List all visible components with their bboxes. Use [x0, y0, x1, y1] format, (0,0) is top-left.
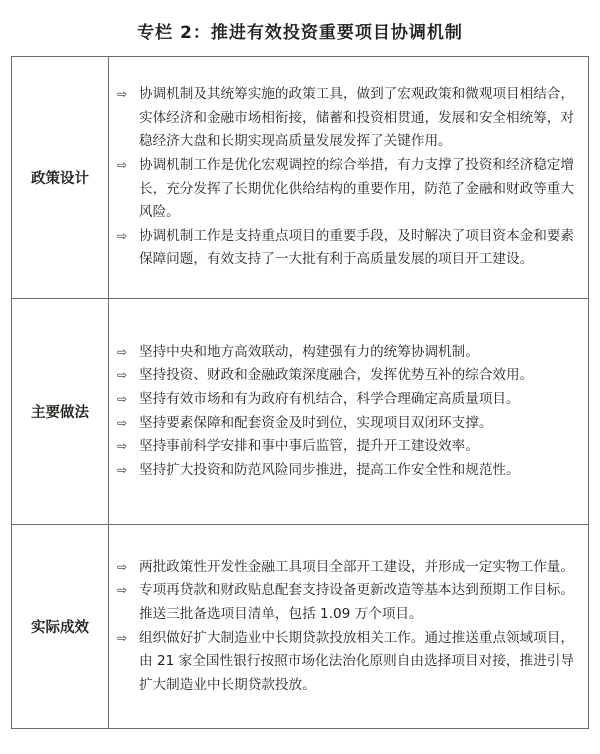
- arrow-bullet-icon: ⇨: [117, 439, 128, 454]
- arrow-bullet-icon: ⇨: [117, 462, 128, 477]
- list-item: [117, 627, 574, 698]
- list-item-text: 坚持中央和地方高效联动，构建强有力的统筹协调机制。: [139, 343, 479, 360]
- row-label: 实际成效: [12, 525, 109, 729]
- list-item-text: 两批政策性开发性金融工具项目全部开工建设，并形成一定实物工作量。: [139, 558, 574, 575]
- arrow-bullet-icon: ⇨: [117, 415, 128, 430]
- list-item-text: 坚持要素保障和配套资金及时到位，实现项目双闭环支撑。: [139, 414, 493, 431]
- arrow-bullet-icon: ⇨: [117, 228, 128, 243]
- list-item-text: 协调机制及其统筹实施的政策工具，做到了宏观政策和微观项目相结合，实体经济和金融市场相衔接，储蓄和投资相贯通，发展和安全相统筹，对稳经济大盘和长期实现高质量发展发挥了关键作用。: [139, 86, 574, 150]
- list-item-text: 坚持有效市场和有为政府有机结合，科学合理确定高质量项目。: [139, 390, 520, 407]
- list-item: [117, 388, 574, 412]
- arrow-bullet-icon: ⇨: [117, 157, 128, 172]
- arrow-bullet-icon: ⇨: [117, 87, 128, 102]
- list-item: [117, 412, 574, 436]
- list-item: [117, 364, 574, 388]
- row-items: [109, 525, 589, 729]
- list-item-text: 组织做好扩大制造业中长期贷款投放相关工作。通过推送重点领域项目，由 21 家全国性银行按照市场化法治化原则自由选择项目对接，推进引导扩大制造业中长期贷款投放。: [139, 629, 574, 693]
- table-row: [12, 525, 589, 729]
- row-items: [109, 299, 589, 525]
- list-item-text: 坚持投资、财政和金融政策深度融合，发挥优势互补的综合效用。: [139, 367, 534, 384]
- list-item-text: 协调机制工作是支持重点项目的重要手段，及时解决了项目资本金和要素保障问题，有效支持了一大批有利于高质量发展的项目开工建设。: [139, 227, 574, 268]
- row-items: [109, 57, 589, 299]
- row-label: 政策设计: [12, 57, 109, 299]
- arrow-bullet-icon: ⇨: [117, 391, 128, 406]
- list-item-text: 坚持事前科学安排和事中事后监管，提升开工建设效率。: [139, 438, 479, 455]
- list-item-text: 协调机制工作是优化宏观调控的综合举措，有力支撑了投资和经济稳定增长，充分发挥了长期优化供给结构的重要作用，防范了金融和财政等重大风险。: [139, 156, 574, 221]
- table-row: [12, 299, 589, 525]
- list-item-text: 坚持扩大投资和防范风险同步推进，提高工作安全性和规范性。: [139, 461, 520, 478]
- list-item: [117, 225, 574, 272]
- table-row: [12, 57, 589, 299]
- list-item: [117, 435, 574, 459]
- arrow-bullet-icon: ⇨: [117, 630, 128, 645]
- policy-table: [11, 56, 589, 729]
- list-item: [117, 341, 574, 365]
- page-title: 专栏 2：推进有效投资重要项目协调机制: [137, 23, 463, 43]
- list-item: [117, 579, 574, 626]
- arrow-bullet-icon: ⇨: [117, 368, 128, 383]
- arrow-bullet-icon: ⇨: [117, 559, 128, 574]
- arrow-bullet-icon: ⇨: [117, 344, 128, 359]
- arrow-bullet-icon: ⇨: [117, 583, 128, 598]
- row-label: 主要做法: [12, 299, 109, 525]
- list-item: [117, 154, 574, 225]
- list-item: [117, 459, 574, 483]
- list-item: [117, 83, 574, 154]
- list-item-text: 专项再贷款和财政贴息配套支持设备更新改造等基本达到预期工作目标。推送三批备选项目清单，包括 1.09 万个项目。: [139, 582, 574, 622]
- list-item: [117, 556, 574, 580]
